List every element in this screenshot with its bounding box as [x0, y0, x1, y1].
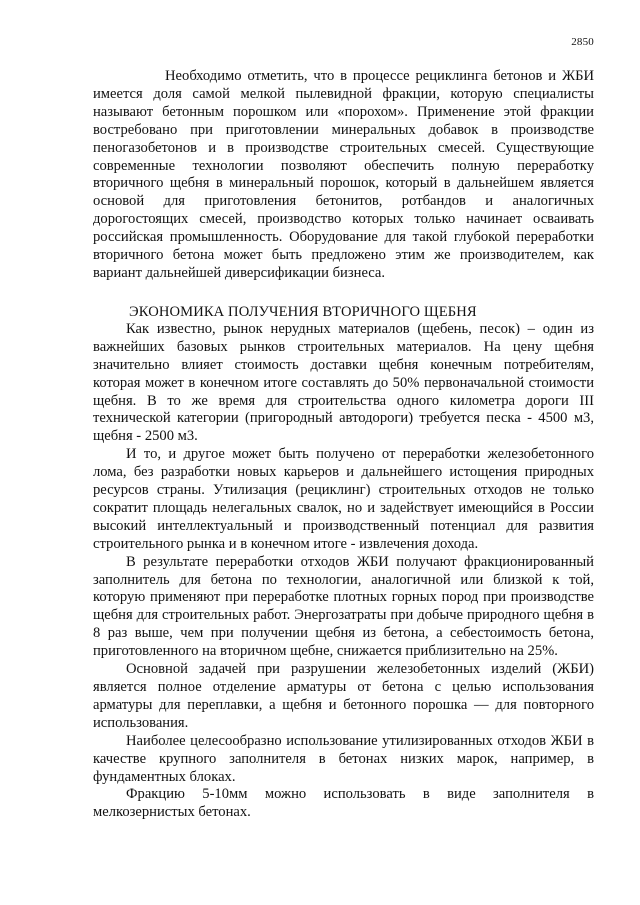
paragraph-usage: Наиболее целесообразно использование утилизированных отходов ЖБИ в качестве крупного заполнителя в бетонах низких марок, например, в фундаментных блоках. [93, 732, 594, 785]
paragraph-recycling-powder: Необходимо отметить, что в процессе рециклинга бетонов и ЖБИ имеется доля самой мелкой пылевидной фракции, которую специалисты называют бетонным порошком или «порохом». Применение этой фракции востребовано при приготовлении минеральных добавок в производстве пеногазобетонов и в производстве строительных смесей. Существующие современные технологии позволяют обеспечить полную переработку вторичного щебня в минеральный порошок, который в дальнейшем является основой для приготовления бетонитов, ротбандов и аналогичных дорогостоящих смесей, производство которых только начинает осваивать российская промышленность. Оборудование для такой глубокой переработки вторичного бетона может быть предложено этим же производителем, как вариант дальнейшей диверсификации бизнеса. [93, 68, 594, 281]
paragraph-processing-results: В результате переработки отходов ЖБИ получают фракционированный заполнитель для бетона по технологии, аналогичной или близкой к той, которую применяют при переработке плотных горных пород при производстве щебня для строительных работ. Энергозатраты при добыче природного щебня в 8 раз выше, чем при получении щебня из бетона, а себестоимость бетона, приготовленного на вторичном щебне, снижается приблизительно на 25%. [93, 553, 594, 660]
document-body [93, 68, 594, 822]
paragraph-main-task: Основной задачей при разрушении железобетонных изделий (ЖБИ) является полное отделение арматуры от бетона с целью использования арматуры для переплавки, а щебня и бетонного порошка — для повторного использования. [93, 661, 594, 731]
paragraph-recycling-benefits: И то, и другое может быть получено от переработки железобетонного лома, без разработки новых карьеров и дальнейшего истощения природных ресурсов страны. Утилизация (рециклинг) строительных отходов не только сократит площадь нелегальных свалок, но и задействует имеющийся в России высокий интеллектуальный и производственный потенциал для развития строительного рынка и в конечном итоге - извлечения дохода. [93, 446, 594, 552]
section-title: ЭКОНОМИКА ПОЛУЧЕНИЯ ВТОРИЧНОГО ЩЕБНЯ [129, 303, 477, 320]
paragraph-fraction: Фракцию 5-10мм можно использовать в виде заполнителя в мелкозернистых бетонах. [93, 786, 594, 821]
paragraph-market: Как известно, рынок нерудных материалов (щебень, песок) – один из важнейших базовых рынков строительных материалов. На цену щебня значительно влияет стоимость доставки щебня конечным потребителям, которая может в конечном итоге составлять до 50% первоначальной стоимости щебня. В то же время для строительства одного километра дороги III технической категории (пригородный автодороги) требуется песка - 4500 м3, щебня - 2500 м3. [93, 320, 594, 445]
page-number: 2850 [571, 36, 594, 48]
